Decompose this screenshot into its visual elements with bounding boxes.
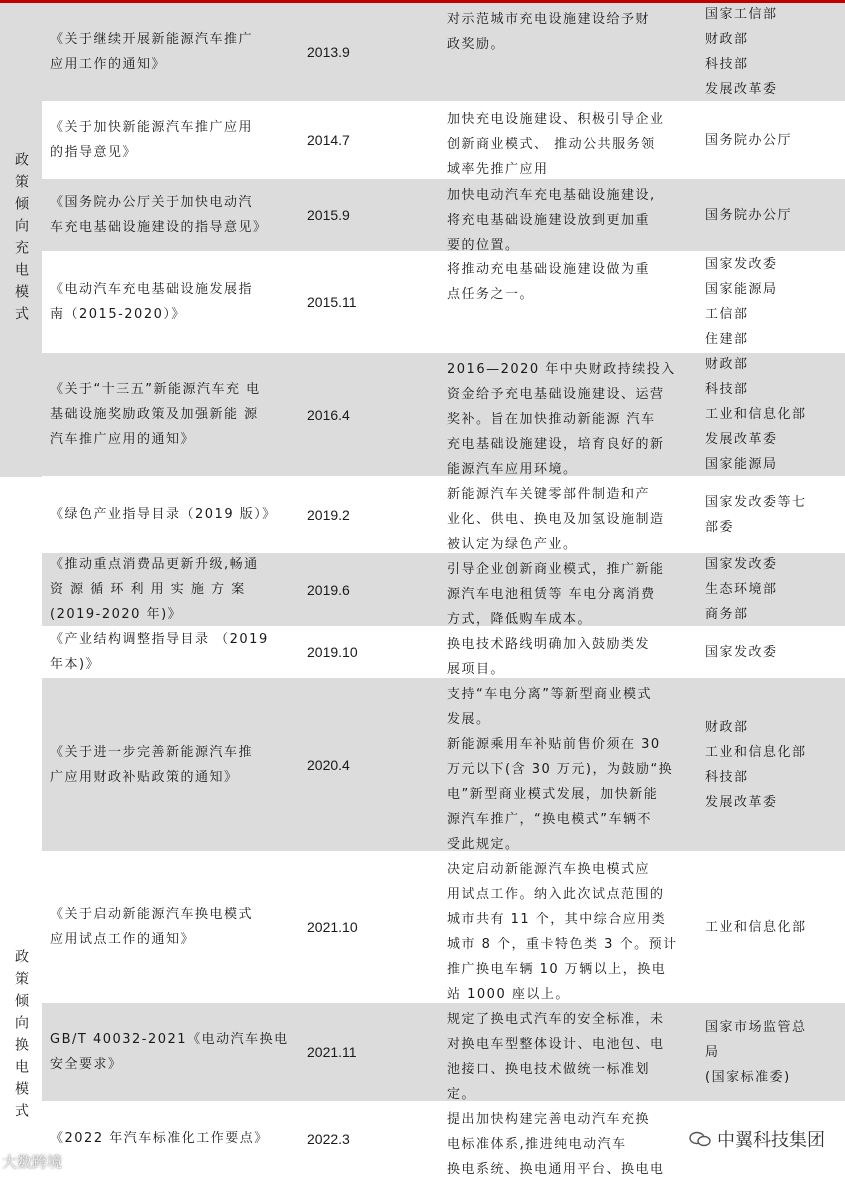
policy-dept: 国家发改委 生态环境部 商务部 xyxy=(705,557,778,622)
watermark-left xyxy=(2,1151,62,1172)
policy-desc: 决定启动新能源汽车换电模式应 用试点工作。纳入此次试点范围的 城市共有 11 个，其中综合应用类 城市 8 个，重卡特色类 3 个。预计 推广换电车辆 10 万辆以上，换电 站 1000 座以上。 xyxy=(447,862,678,1002)
policy-dept: 国家发改委 国家能源局 工信部 住建部 xyxy=(705,257,778,347)
policy-date: 2015.11 xyxy=(307,294,357,310)
table-row xyxy=(42,1003,845,1103)
policy-desc: 将推动充电基础设施建设做为重 点任务之一。 xyxy=(447,262,651,302)
policy-dept: 国家工信部 财政部 科技部 发展改革委 xyxy=(705,7,778,97)
policy-title: GB/T 40032-2021《电动汽车换电 安全要求》 xyxy=(50,1032,289,1072)
policy-title: 《国务院办公厅关于加快电动汽 车充电基础设施建设的指导意见》 xyxy=(50,195,268,235)
policy-title: 《推动重点消费品更新升级,畅通 资 源 循 环 利 用 实 施 方 案 (2019-2020 年)》 xyxy=(50,557,259,622)
policy-title: 《产业结构调整指导目录 （2019 年本)》 xyxy=(50,632,269,672)
watermark-left-text: 大数跨境 xyxy=(2,1153,63,1171)
policy-desc: 对示范城市充电设施建设给予财 政奖励。 xyxy=(447,12,651,52)
category-label: 政策倾向充电模式 xyxy=(13,152,29,328)
policy-dept: 国家市场监管总 局 (国家标准委) xyxy=(705,1019,807,1085)
wechat-icon xyxy=(689,1131,711,1147)
policy-desc: 2016—2020 年中央财政持续投入 资金给予充电基础设施建设、运营 奖补。旨在加快推动新能源 汽车 充电基础设施建设，培育良好的新 能源汽车应用环境。 xyxy=(447,362,676,477)
table-row xyxy=(42,103,845,179)
policy-title: 《绿色产业指导目录（2019 版）》 xyxy=(50,507,277,522)
policy-dept: 国家发改委等七 部委 xyxy=(705,494,807,535)
policy-desc: 支持“车电分离”等新型商业模式 发展。 新能源乘用车补贴前售价须在 30 万元以下(含 30 万元)，为鼓励“换 电”新型商业模式发展，加快新能 源汽车推广，“换电模式”车辆不 受此规定。 xyxy=(447,687,674,852)
policy-dept: 财政部 工业和信息化部 科技部 发展改革委 xyxy=(705,719,807,810)
policy-date: 2013.9 xyxy=(307,44,350,60)
policy-title: 《关于继续开展新能源汽车推广 应用工作的通知》 xyxy=(50,32,254,72)
table-row xyxy=(42,553,845,628)
policy-date: 2019.6 xyxy=(307,581,350,598)
table-row xyxy=(42,628,845,678)
policy-title: 《关于启动新能源汽车换电模式 应用试点工作的通知》 xyxy=(50,907,254,947)
table-row xyxy=(42,678,845,853)
policy-desc: 新能源汽车关键零部件制造和产 业化、供电、换电及加氢设施制造 被认定为绿色产业。 xyxy=(447,487,665,552)
policy-desc: 规定了换电式汽车的安全标准，未 对换电车型整体设计、电池包、电 池接口、换电技术做统一标准划 定。 xyxy=(447,1012,665,1102)
category-charging xyxy=(0,3,42,477)
table-row xyxy=(42,179,845,253)
policy-dept: 工业和信息化部 xyxy=(705,919,807,935)
policy-date: 2021.11 xyxy=(307,1044,357,1060)
table-row xyxy=(42,853,845,1003)
policy-desc: 提出加快构建完善电动汽车充换 电标准体系,推进纯电动汽车 换电系统、换电通用平台、换电电 xyxy=(447,1112,665,1177)
policy-date: 2021.10 xyxy=(307,919,358,935)
policy-title: 《关于进一步完善新能源汽车推 广应用财政补贴政策的通知》 xyxy=(50,744,254,785)
policy-title: 《2022 年汽车标准化工作要点》 xyxy=(50,1131,269,1146)
policy-desc: 加快电动汽车充电基础设施建设, 将充电基础设施建设放到更加重 要的位置。 xyxy=(447,188,656,253)
policy-date: 2019.2 xyxy=(307,506,350,523)
category-swapping xyxy=(0,477,42,1176)
policy-date: 2015.9 xyxy=(307,207,350,223)
table-row xyxy=(42,253,845,353)
watermark-right-text: 中翼科技集团 xyxy=(717,1130,825,1151)
policy-date: 2022.3 xyxy=(307,1130,350,1147)
watermark-right xyxy=(683,1124,831,1154)
policy-dept: 国务院办公厅 xyxy=(705,132,793,148)
table-row xyxy=(42,3,845,103)
policy-dept: 国家发改委 xyxy=(705,644,778,660)
policy-desc: 加快充电设施建设、积极引导企业 创新商业模式、 推动公共服务领 域率先推广应用 xyxy=(447,112,665,177)
policy-desc: 换电技术路线明确加入鼓励类发 展项目。 xyxy=(447,637,651,677)
policy-title: 《关于加快新能源汽车推广应用 的指导意见》 xyxy=(50,120,254,160)
policy-dept: 国务院办公厅 xyxy=(705,207,793,223)
policy-date: 2020.4 xyxy=(307,756,350,773)
table-row xyxy=(42,353,845,478)
table-row xyxy=(42,478,845,553)
policy-date: 2016.4 xyxy=(307,406,350,423)
policy-date: 2014.7 xyxy=(307,132,350,148)
policy-desc: 引导企业创新商业模式，推广新能 源汽车电池租赁等 车电分离消费 方式，降低购车成本。 xyxy=(447,562,665,627)
policy-title: 《电动汽车充电基础设施发展指 南（2015-2020）》 xyxy=(50,282,254,322)
category-label: 政策倾向换电模式 xyxy=(13,948,29,1125)
policy-title: 《关于“十三五”新能源汽车充 电 基础设施奖励政策及加强新能 源 汽车推广应用的通知》 xyxy=(50,382,261,447)
policy-dept: 财政部 科技部 工业和信息化部 发展改革委 国家能源局 xyxy=(705,357,807,472)
policy-date: 2019.10 xyxy=(307,644,358,660)
